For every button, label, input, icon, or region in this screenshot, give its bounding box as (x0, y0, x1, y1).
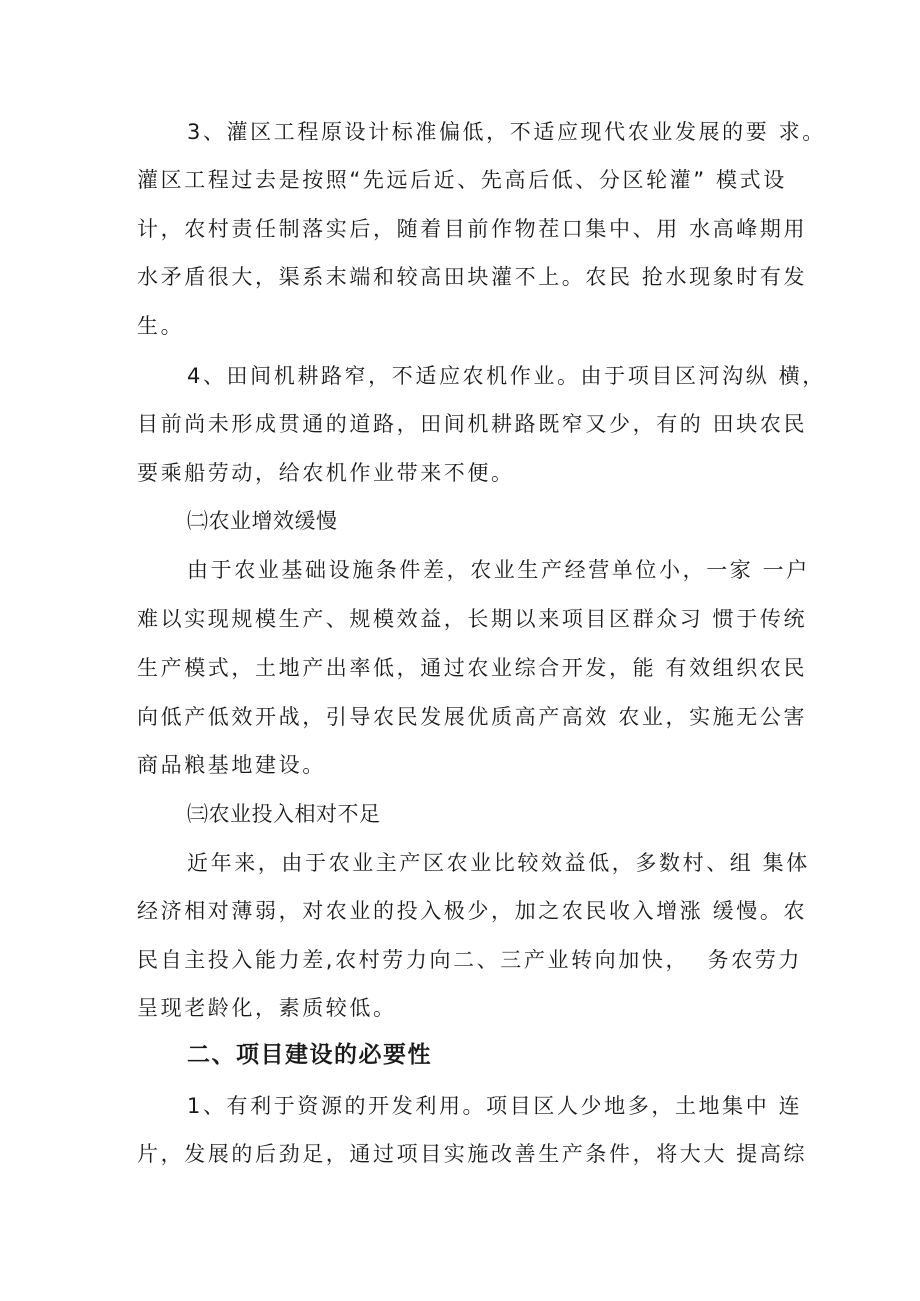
paragraph-line: 水矛盾很大，渠系末端和较高田块灌不上。农民 抢水现象时有发 (137, 265, 808, 289)
section-subheading: ㈡农业增效缓慢 (187, 509, 338, 533)
paragraph-line: 生产模式，土地产出率低，通过农业综合开发，能 有效组织农民 (137, 656, 808, 680)
paragraph-line: 计，农村责任制落实后，随着目前作物茬口集中、用 水高峰期用 (137, 217, 808, 241)
paragraph-line: 近年来，由于农业主产区农业比较效益低，多数村、组 集体 (187, 851, 810, 875)
paragraph-line: 呈现老龄化，素质较低。 (137, 996, 397, 1020)
paragraph-line: 商品粮基地建设。 (137, 753, 326, 777)
paragraph-line: 片，发展的后劲足，通过项目实施改善生产条件，将大大 提高综 (137, 1142, 808, 1166)
paragraph-line: 1、有利于资源的开发利用。项目区人少地多，土地集中 连 (187, 1094, 803, 1118)
paragraph-line: 由于农业基础设施条件差，农业生产经营单位小，一家 一户 (187, 558, 810, 582)
paragraph-line: 要乘船劳动，给农机作业带来不便。 (137, 461, 515, 485)
section-subheading: ㈢农业投入相对不足 (187, 802, 381, 826)
paragraph-line: 民自主投入能力差,农村劳力向二、三产业转向加快， 务农劳力 (137, 948, 803, 972)
paragraph-line: 难以实现规模生产、规模效益，长期以来项目区群众习 惯于传统 (137, 607, 808, 631)
paragraph-line: 生。 (137, 314, 185, 338)
paragraph-line: 4、田间机耕路窄，不适应农机作业。由于项目区河沟纵 横， (187, 364, 826, 388)
paragraph-line: 向低产低效开战，引导农民发展优质高产高效 农业，实施无公害 (137, 705, 808, 729)
paragraph-line: 灌区工程过去是按照“先远后近、先高后低、分区轮灌” 模式设 (137, 168, 787, 192)
paragraph-line: 经济相对薄弱，对农业的投入极少，加之农民收入增涨 缓慢。农 (137, 899, 808, 923)
paragraph-line: 3、灌区工程原设计标准偏低，不适应现代农业发展的要 求。 (187, 120, 826, 144)
paragraph-line: 目前尚未形成贯通的道路，田间机耕路既窄又少，有的 田块农民 (137, 412, 808, 436)
section-heading: 二、项目建设的必要性 (187, 1042, 432, 1068)
